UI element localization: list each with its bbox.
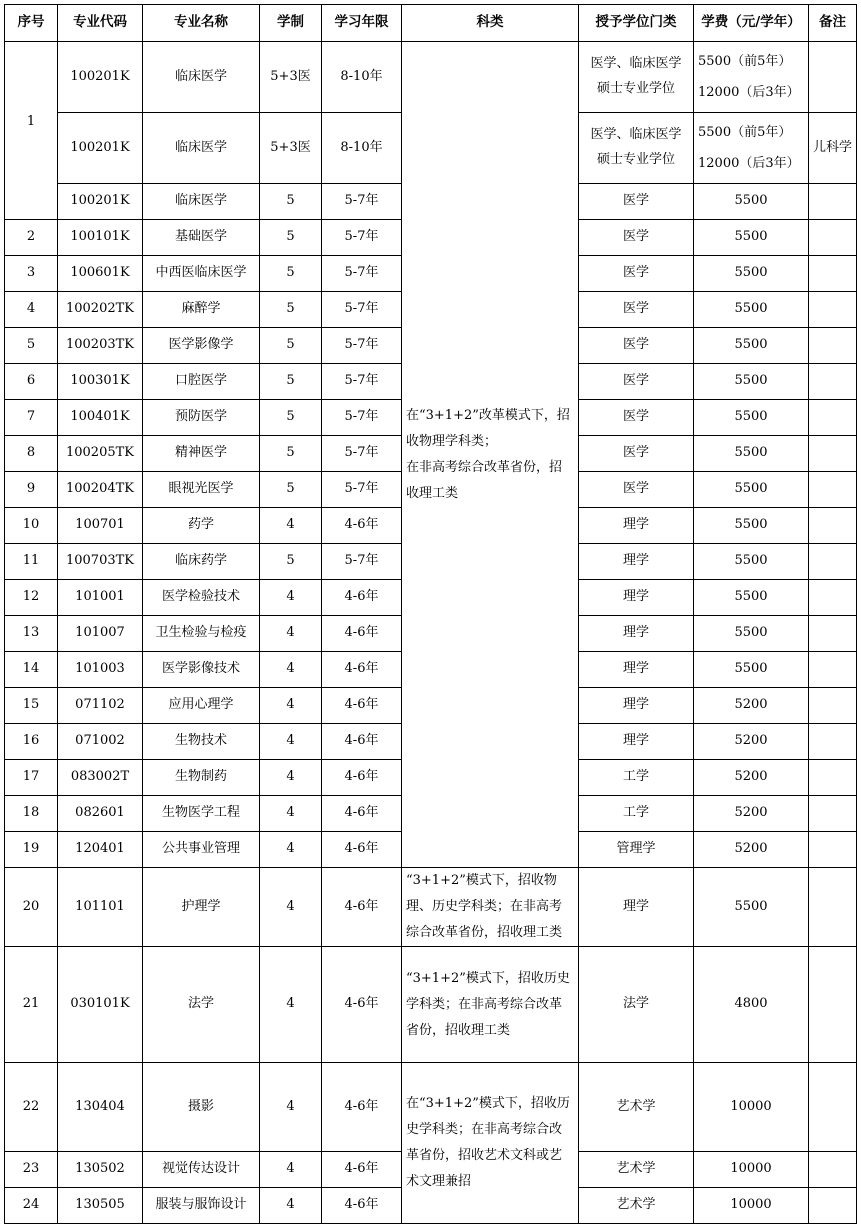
program-code: 100401K	[58, 400, 143, 436]
program-years: 4-6年	[322, 688, 402, 724]
row-number: 5	[5, 328, 58, 364]
program-name: 临床医学	[143, 42, 260, 113]
program-system: 4	[260, 796, 322, 832]
degree-line: 理学	[622, 697, 649, 713]
program-system: 5	[260, 400, 322, 436]
degree-category	[579, 436, 694, 472]
program-system: 4	[260, 1063, 322, 1152]
tuition-fee	[694, 184, 809, 220]
degree-category	[579, 472, 694, 508]
remark	[809, 1063, 857, 1152]
program-code: 071002	[58, 724, 143, 760]
program-code: 100201K	[58, 184, 143, 220]
subject-text: 在“3+1+2”改革模式下，招收物理学科类；	[406, 407, 570, 449]
row-number: 22	[5, 1063, 58, 1152]
degree-category	[579, 652, 694, 688]
tuition-fee	[694, 508, 809, 544]
program-years: 4-6年	[322, 760, 402, 796]
program-system: 4	[260, 724, 322, 760]
program-table	[4, 4, 857, 1224]
program-code: 101003	[58, 652, 143, 688]
program-name: 临床医学	[143, 184, 260, 220]
program-system: 5	[260, 472, 322, 508]
program-years: 5-7年	[322, 292, 402, 328]
degree-line: 硕士专业学位	[596, 81, 675, 96]
degree-category	[579, 544, 694, 580]
program-years: 8-10年	[322, 42, 402, 113]
program-system: 4	[260, 947, 322, 1063]
remark	[809, 1152, 857, 1188]
fee-line: 12000（后3年）	[698, 85, 800, 100]
tuition-fee	[694, 364, 809, 400]
fee-line: 5200	[734, 769, 768, 785]
row-number: 1	[5, 42, 58, 220]
program-name: 卫生检验与检疫	[143, 616, 260, 652]
subject-category: 在“3+1+2”模式下，招收历史学科类；在非高考综合改革省份，招收艺术文科或艺术文理兼招	[402, 1063, 579, 1224]
fee-line: 5500（前5年）	[698, 124, 792, 140]
program-name: 临床医学	[143, 113, 260, 184]
program-name: 精神医学	[143, 436, 260, 472]
degree-category	[579, 328, 694, 364]
program-name: 临床药学	[143, 544, 260, 580]
degree-line: 医学	[622, 301, 649, 317]
fee-line: 5500	[734, 445, 768, 461]
program-years: 5-7年	[322, 400, 402, 436]
tuition-fee	[694, 652, 809, 688]
program-system: 5	[260, 184, 322, 220]
tuition-fee	[694, 544, 809, 580]
fee-line: 5500	[734, 265, 768, 281]
program-name: 医学检验技术	[143, 580, 260, 616]
program-name: 视觉传达设计	[143, 1152, 260, 1188]
admission-table-container	[4, 4, 857, 1224]
tuition-fee	[694, 868, 809, 947]
program-name: 护理学	[143, 868, 260, 947]
row-number: 11	[5, 544, 58, 580]
program-years: 4-6年	[322, 724, 402, 760]
header-no: 序号	[5, 5, 58, 42]
degree-category	[579, 947, 694, 1063]
remark	[809, 508, 857, 544]
row-number: 12	[5, 580, 58, 616]
header-years: 学习年限	[322, 5, 402, 42]
header-system: 学制	[260, 5, 322, 42]
fee-line: 5500	[734, 481, 768, 497]
program-code: 100201K	[58, 113, 143, 184]
program-code: 100703TK	[58, 544, 143, 580]
subject-text: 在非高考综合改革省份，招收理工类	[406, 459, 563, 501]
degree-line: 理学	[622, 553, 649, 569]
fee-line: 5200	[734, 733, 768, 749]
program-code: 130502	[58, 1152, 143, 1188]
program-years: 5-7年	[322, 220, 402, 256]
program-years: 5-7年	[322, 436, 402, 472]
remark	[809, 832, 857, 868]
remark	[809, 472, 857, 508]
remark	[809, 580, 857, 616]
program-years: 4-6年	[322, 1188, 402, 1224]
tuition-fee	[694, 796, 809, 832]
program-system: 5	[260, 436, 322, 472]
program-code: 100101K	[58, 220, 143, 256]
degree-line: 艺术学	[616, 1161, 656, 1177]
table-row	[5, 1063, 857, 1152]
program-name: 中西医临床医学	[143, 256, 260, 292]
tuition-fee	[694, 688, 809, 724]
program-years: 4-6年	[322, 580, 402, 616]
program-code: 101001	[58, 580, 143, 616]
degree-line: 医学、临床医学	[590, 56, 682, 72]
program-name: 法学	[143, 947, 260, 1063]
program-years: 5-7年	[322, 184, 402, 220]
degree-category	[579, 508, 694, 544]
fee-line: 10000	[730, 1197, 772, 1213]
fee-line: 5500	[734, 625, 768, 641]
degree-line: 理学	[622, 517, 649, 533]
degree-line: 工学	[622, 769, 649, 785]
degree-line: 医学	[622, 373, 649, 389]
program-system: 4	[260, 688, 322, 724]
degree-category	[579, 400, 694, 436]
program-name: 应用心理学	[143, 688, 260, 724]
program-years: 5-7年	[322, 328, 402, 364]
program-code: 071102	[58, 688, 143, 724]
remark	[809, 328, 857, 364]
degree-category	[579, 184, 694, 220]
fee-line: 5500	[734, 661, 768, 677]
row-number: 7	[5, 400, 58, 436]
degree-category	[579, 580, 694, 616]
program-name: 服装与服饰设计	[143, 1188, 260, 1224]
program-name: 药学	[143, 508, 260, 544]
program-name: 生物医学工程	[143, 796, 260, 832]
degree-category	[579, 1063, 694, 1152]
remark	[809, 184, 857, 220]
tuition-fee	[694, 400, 809, 436]
program-system: 4	[260, 1188, 322, 1224]
row-number: 15	[5, 688, 58, 724]
degree-line: 医学	[622, 193, 649, 209]
fee-line: 10000	[730, 1161, 772, 1177]
degree-line: 理学	[622, 589, 649, 605]
row-number: 9	[5, 472, 58, 508]
tuition-fee	[694, 220, 809, 256]
degree-line: 法学	[622, 996, 649, 1012]
degree-category	[579, 256, 694, 292]
program-system: 5	[260, 256, 322, 292]
remark	[809, 544, 857, 580]
fee-line: 5500	[734, 301, 768, 317]
degree-line: 医学	[622, 481, 649, 497]
remark	[809, 947, 857, 1063]
program-years: 4-6年	[322, 947, 402, 1063]
program-name: 公共事业管理	[143, 832, 260, 868]
program-system: 4	[260, 760, 322, 796]
program-name: 眼视光医学	[143, 472, 260, 508]
program-system: 4	[260, 580, 322, 616]
tuition-fee	[694, 580, 809, 616]
tuition-fee	[694, 1063, 809, 1152]
degree-line: 理学	[622, 733, 649, 749]
program-code: 100203TK	[58, 328, 143, 364]
program-system: 5	[260, 220, 322, 256]
fee-line: 4800	[734, 996, 768, 1012]
header-degree: 授予学位门类	[579, 5, 694, 42]
row-number: 4	[5, 292, 58, 328]
row-number: 16	[5, 724, 58, 760]
row-number: 6	[5, 364, 58, 400]
program-system: 5	[260, 544, 322, 580]
fee-line: 10000	[730, 1098, 772, 1114]
header-code: 专业代码	[58, 5, 143, 42]
degree-category	[579, 42, 694, 113]
degree-category	[579, 760, 694, 796]
tuition-fee	[694, 328, 809, 364]
fee-line: 5500（前5年）	[698, 53, 792, 69]
degree-line: 工学	[622, 805, 649, 821]
row-number: 8	[5, 436, 58, 472]
degree-category	[579, 796, 694, 832]
degree-line: 管理学	[616, 841, 656, 857]
program-system: 5+3医	[260, 42, 322, 113]
degree-line: 医学	[622, 337, 649, 353]
tuition-fee	[694, 1152, 809, 1188]
program-system: 5	[260, 328, 322, 364]
tuition-fee	[694, 947, 809, 1063]
fee-line: 5500	[734, 229, 768, 245]
header-note: 备注	[809, 5, 857, 42]
program-system: 4	[260, 1152, 322, 1188]
degree-line: 理学	[622, 898, 649, 914]
table-body	[5, 42, 857, 1224]
tuition-fee	[694, 436, 809, 472]
remark	[809, 724, 857, 760]
fee-line: 5500	[734, 517, 768, 533]
program-code: 100301K	[58, 364, 143, 400]
program-years: 5-7年	[322, 544, 402, 580]
program-name: 生物制药	[143, 760, 260, 796]
fee-line: 5500	[734, 589, 768, 605]
row-number: 3	[5, 256, 58, 292]
program-code: 082601	[58, 796, 143, 832]
remark: 儿科学	[809, 113, 857, 184]
program-system: 4	[260, 508, 322, 544]
tuition-fee	[694, 832, 809, 868]
program-system: 4	[260, 832, 322, 868]
remark	[809, 868, 857, 947]
subject-category: “3+1+2”模式下，招收历史学科类；在非高考综合改革省份，招收理工类	[402, 947, 579, 1063]
table-header-row	[5, 5, 857, 42]
degree-line: 医学、临床医学	[590, 127, 682, 143]
remark	[809, 220, 857, 256]
fee-line: 5500	[734, 898, 768, 914]
program-name: 医学影像学	[143, 328, 260, 364]
program-name: 预防医学	[143, 400, 260, 436]
remark	[809, 796, 857, 832]
program-code: 100202TK	[58, 292, 143, 328]
program-code: 120401	[58, 832, 143, 868]
program-name: 生物技术	[143, 724, 260, 760]
table-row	[5, 868, 857, 947]
program-system: 5	[260, 292, 322, 328]
program-code: 030101K	[58, 947, 143, 1063]
program-years: 4-6年	[322, 1063, 402, 1152]
table-row	[5, 42, 857, 113]
program-years: 4-6年	[322, 652, 402, 688]
program-years: 4-6年	[322, 1152, 402, 1188]
program-code: 101101	[58, 868, 143, 947]
remark	[809, 364, 857, 400]
degree-category	[579, 1152, 694, 1188]
program-name: 基础医学	[143, 220, 260, 256]
subject-category	[402, 42, 579, 868]
table-row	[5, 947, 857, 1063]
header-fee: 学费（元/学年）	[694, 5, 809, 42]
tuition-fee	[694, 256, 809, 292]
remark	[809, 436, 857, 472]
remark	[809, 616, 857, 652]
program-code: 100701	[58, 508, 143, 544]
fee-line: 5500	[734, 409, 768, 425]
program-years: 4-6年	[322, 832, 402, 868]
row-number: 18	[5, 796, 58, 832]
program-years: 4-6年	[322, 616, 402, 652]
degree-line: 艺术学	[616, 1098, 656, 1114]
row-number: 17	[5, 760, 58, 796]
degree-line: 硕士专业学位	[596, 152, 675, 167]
program-code: 083002T	[58, 760, 143, 796]
row-number: 19	[5, 832, 58, 868]
degree-category	[579, 832, 694, 868]
header-name: 专业名称	[143, 5, 260, 42]
row-number: 24	[5, 1188, 58, 1224]
tuition-fee	[694, 616, 809, 652]
degree-line: 医学	[622, 445, 649, 461]
program-years: 8-10年	[322, 113, 402, 184]
degree-category	[579, 113, 694, 184]
program-system: 4	[260, 868, 322, 947]
degree-line: 医学	[622, 229, 649, 245]
degree-category	[579, 724, 694, 760]
row-number: 14	[5, 652, 58, 688]
program-code: 100205TK	[58, 436, 143, 472]
tuition-fee	[694, 292, 809, 328]
program-system: 4	[260, 616, 322, 652]
degree-line: 理学	[622, 661, 649, 677]
tuition-fee	[694, 42, 809, 113]
degree-line: 艺术学	[616, 1197, 656, 1213]
program-code: 130505	[58, 1188, 143, 1224]
fee-line: 5500	[734, 553, 768, 569]
fee-line: 5200	[734, 805, 768, 821]
program-name: 摄影	[143, 1063, 260, 1152]
program-code: 100201K	[58, 42, 143, 113]
remark	[809, 400, 857, 436]
degree-line: 医学	[622, 409, 649, 425]
program-name: 口腔医学	[143, 364, 260, 400]
fee-line: 5500	[734, 337, 768, 353]
program-years: 4-6年	[322, 796, 402, 832]
program-system: 5+3医	[260, 113, 322, 184]
tuition-fee	[694, 724, 809, 760]
fee-line: 12000（后3年）	[698, 156, 800, 171]
remark	[809, 292, 857, 328]
degree-category	[579, 868, 694, 947]
program-years: 4-6年	[322, 508, 402, 544]
fee-line: 5500	[734, 373, 768, 389]
row-number: 10	[5, 508, 58, 544]
degree-line: 理学	[622, 625, 649, 641]
degree-line: 医学	[622, 265, 649, 281]
remark	[809, 688, 857, 724]
program-system: 5	[260, 364, 322, 400]
program-years: 4-6年	[322, 868, 402, 947]
tuition-fee	[694, 113, 809, 184]
tuition-fee	[694, 760, 809, 796]
row-number: 21	[5, 947, 58, 1063]
degree-category	[579, 292, 694, 328]
fee-line: 5200	[734, 841, 768, 857]
fee-line: 5200	[734, 697, 768, 713]
program-years: 5-7年	[322, 472, 402, 508]
degree-category	[579, 616, 694, 652]
program-system: 4	[260, 652, 322, 688]
remark	[809, 256, 857, 292]
program-name: 麻醉学	[143, 292, 260, 328]
tuition-fee	[694, 472, 809, 508]
subject-category: “3+1+2”模式下，招收物理、历史学科类；在非高考综合改革省份，招收理工类	[402, 868, 579, 947]
program-code: 100204TK	[58, 472, 143, 508]
program-name: 医学影像技术	[143, 652, 260, 688]
row-number: 23	[5, 1152, 58, 1188]
remark	[809, 42, 857, 113]
program-code: 130404	[58, 1063, 143, 1152]
row-number: 13	[5, 616, 58, 652]
remark	[809, 760, 857, 796]
degree-category	[579, 688, 694, 724]
degree-category	[579, 364, 694, 400]
program-years: 5-7年	[322, 364, 402, 400]
fee-line: 5500	[734, 193, 768, 209]
remark	[809, 652, 857, 688]
program-code: 100601K	[58, 256, 143, 292]
row-number: 20	[5, 868, 58, 947]
row-number: 2	[5, 220, 58, 256]
program-code: 101007	[58, 616, 143, 652]
header-subject: 科类	[402, 5, 579, 42]
degree-category	[579, 220, 694, 256]
program-years: 5-7年	[322, 256, 402, 292]
